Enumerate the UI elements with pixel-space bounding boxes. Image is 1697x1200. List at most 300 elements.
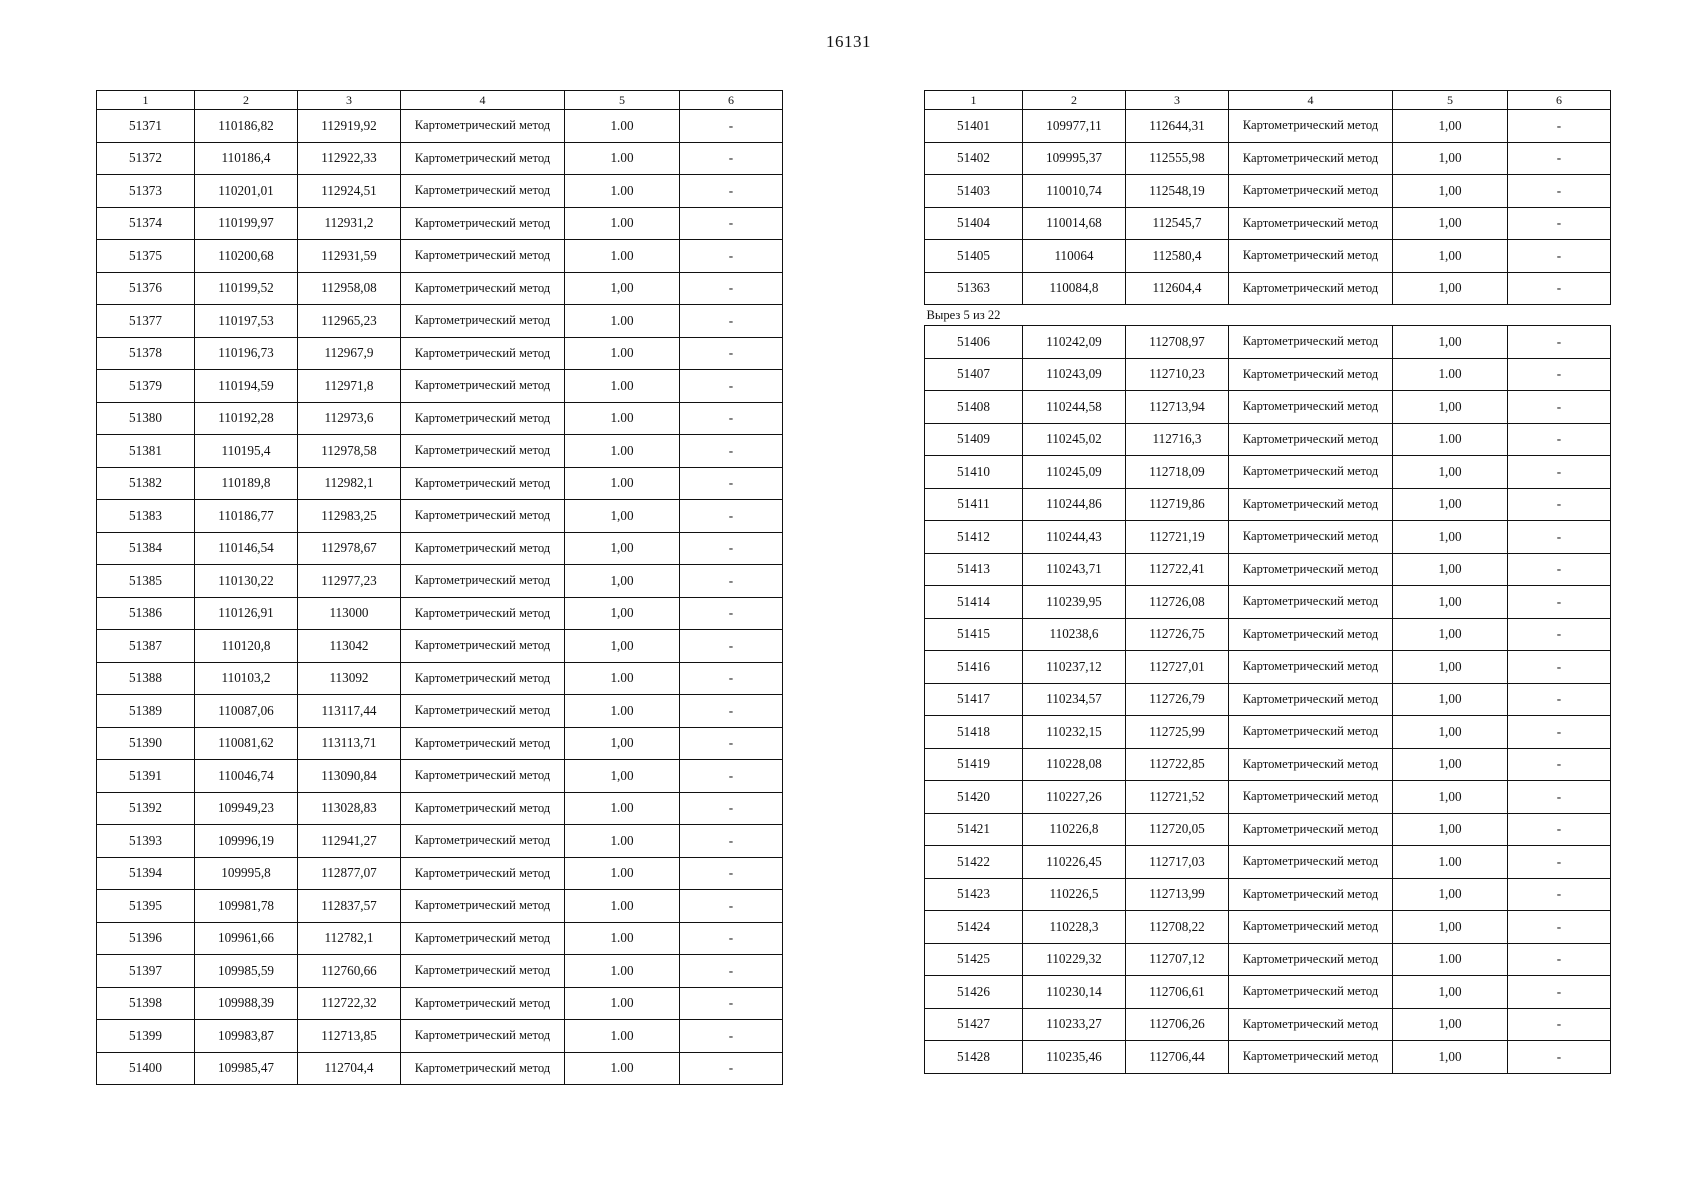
y-coordinate-cell: 112722,41 — [1126, 553, 1229, 586]
x-coordinate-cell: 110228,3 — [1023, 911, 1126, 944]
y-coordinate-cell: 113000 — [298, 597, 401, 630]
table-row — [97, 402, 783, 435]
accuracy-cell: 1.00 — [565, 110, 680, 143]
point-number-cell: 51419 — [925, 748, 1023, 781]
accuracy-cell: 1,00 — [1393, 683, 1508, 716]
x-coordinate-cell: 110195,4 — [195, 435, 298, 468]
accuracy-cell: 1,00 — [1393, 521, 1508, 554]
y-coordinate-cell: 112782,1 — [298, 922, 401, 955]
table-row — [925, 358, 1611, 391]
y-coordinate-cell: 112716,3 — [1126, 423, 1229, 456]
accuracy-cell: 1.00 — [565, 825, 680, 858]
x-coordinate-cell: 109985,47 — [195, 1052, 298, 1085]
method-cell: Картометрический метод — [401, 890, 565, 923]
note-cell: - — [680, 597, 783, 630]
y-coordinate-cell: 112941,27 — [298, 825, 401, 858]
table-row — [925, 781, 1611, 814]
method-cell: Картометрический метод — [401, 110, 565, 143]
note-cell: - — [1508, 240, 1611, 273]
y-coordinate-cell: 112726,75 — [1126, 618, 1229, 651]
table-row — [97, 1052, 783, 1085]
y-coordinate-cell: 112708,22 — [1126, 911, 1229, 944]
note-cell: - — [680, 695, 783, 728]
table-row — [925, 110, 1611, 143]
note-cell: - — [1508, 911, 1611, 944]
y-coordinate-cell: 112922,33 — [298, 142, 401, 175]
y-coordinate-cell: 113117,44 — [298, 695, 401, 728]
method-cell: Картометрический метод — [1229, 586, 1393, 619]
note-cell: - — [1508, 142, 1611, 175]
table-row — [925, 748, 1611, 781]
y-coordinate-cell: 112721,19 — [1126, 521, 1229, 554]
table-row — [97, 792, 783, 825]
point-number-cell: 51383 — [97, 500, 195, 533]
table-row — [925, 813, 1611, 846]
note-cell: - — [1508, 1041, 1611, 1074]
x-coordinate-cell: 109995,8 — [195, 857, 298, 890]
note-cell: - — [680, 305, 783, 338]
y-coordinate-cell: 112713,99 — [1126, 878, 1229, 911]
point-number-cell: 51385 — [97, 565, 195, 598]
method-cell: Картометрический метод — [401, 1052, 565, 1085]
point-number-cell: 51382 — [97, 467, 195, 500]
coordinates-table-right — [924, 90, 1611, 1074]
column-header-2: 2 — [195, 91, 298, 110]
method-cell: Картометрический метод — [1229, 358, 1393, 391]
column-header-4: 4 — [401, 91, 565, 110]
point-number-cell: 51374 — [97, 207, 195, 240]
note-cell: - — [1508, 586, 1611, 619]
note-cell: - — [1508, 748, 1611, 781]
accuracy-cell: 1.00 — [565, 142, 680, 175]
point-number-cell: 51415 — [925, 618, 1023, 651]
table-row — [925, 943, 1611, 976]
accuracy-cell: 1.00 — [565, 402, 680, 435]
table-row — [925, 1008, 1611, 1041]
method-cell: Картометрический метод — [1229, 175, 1393, 208]
method-cell: Картометрический метод — [401, 272, 565, 305]
y-coordinate-cell: 113113,71 — [298, 727, 401, 760]
table-row — [925, 391, 1611, 424]
note-cell: - — [1508, 976, 1611, 1009]
table-row — [97, 240, 783, 273]
x-coordinate-cell: 110186,4 — [195, 142, 298, 175]
accuracy-cell: 1,00 — [565, 727, 680, 760]
y-coordinate-cell: 112982,1 — [298, 467, 401, 500]
table-row — [97, 467, 783, 500]
y-coordinate-cell: 112725,99 — [1126, 716, 1229, 749]
table-row — [97, 175, 783, 208]
accuracy-cell: 1.00 — [565, 662, 680, 695]
y-coordinate-cell: 112706,44 — [1126, 1041, 1229, 1074]
method-cell: Картометрический метод — [1229, 110, 1393, 143]
note-cell: - — [680, 500, 783, 533]
point-number-cell: 51381 — [97, 435, 195, 468]
table-row — [925, 911, 1611, 944]
accuracy-cell: 1.00 — [565, 305, 680, 338]
x-coordinate-cell: 110238,6 — [1023, 618, 1126, 651]
table-row — [97, 435, 783, 468]
note-cell: - — [680, 110, 783, 143]
y-coordinate-cell: 112727,01 — [1126, 651, 1229, 684]
table-row — [925, 1041, 1611, 1074]
x-coordinate-cell: 110243,09 — [1023, 358, 1126, 391]
table-row — [925, 272, 1611, 305]
note-cell: - — [680, 240, 783, 273]
table-row — [97, 142, 783, 175]
note-cell: - — [680, 890, 783, 923]
accuracy-cell: 1.00 — [565, 337, 680, 370]
point-number-cell: 51422 — [925, 846, 1023, 879]
method-cell: Картометрический метод — [401, 142, 565, 175]
x-coordinate-cell: 110194,59 — [195, 370, 298, 403]
table-row — [97, 922, 783, 955]
method-cell: Картометрический метод — [1229, 911, 1393, 944]
method-cell: Картометрический метод — [401, 1020, 565, 1053]
method-cell: Картометрический метод — [401, 370, 565, 403]
point-number-cell: 51388 — [97, 662, 195, 695]
x-coordinate-cell: 109996,19 — [195, 825, 298, 858]
point-number-cell: 51412 — [925, 521, 1023, 554]
accuracy-cell: 1,00 — [1393, 488, 1508, 521]
point-number-cell: 51407 — [925, 358, 1023, 391]
y-coordinate-cell: 112707,12 — [1126, 943, 1229, 976]
accuracy-cell: 1,00 — [565, 272, 680, 305]
table-row — [925, 553, 1611, 586]
accuracy-cell: 1.00 — [565, 987, 680, 1020]
note-cell: - — [680, 1052, 783, 1085]
note-cell: - — [1508, 943, 1611, 976]
x-coordinate-cell: 110081,62 — [195, 727, 298, 760]
header-row — [925, 91, 1611, 110]
point-number-cell: 51399 — [97, 1020, 195, 1053]
x-coordinate-cell: 110200,68 — [195, 240, 298, 273]
method-cell: Картометрический метод — [1229, 976, 1393, 1009]
table-body — [925, 110, 1611, 1074]
method-cell: Картометрический метод — [1229, 846, 1393, 879]
note-cell: - — [680, 727, 783, 760]
accuracy-cell: 1,00 — [1393, 618, 1508, 651]
x-coordinate-cell: 110234,57 — [1023, 683, 1126, 716]
accuracy-cell: 1.00 — [565, 695, 680, 728]
column-header-1: 1 — [97, 91, 195, 110]
accuracy-cell: 1.00 — [1393, 943, 1508, 976]
x-coordinate-cell: 110239,95 — [1023, 586, 1126, 619]
point-number-cell: 51405 — [925, 240, 1023, 273]
column-header-4: 4 — [1229, 91, 1393, 110]
accuracy-cell: 1,00 — [1393, 586, 1508, 619]
point-number-cell: 51408 — [925, 391, 1023, 424]
x-coordinate-cell: 110186,82 — [195, 110, 298, 143]
table-row — [925, 586, 1611, 619]
point-number-cell: 51380 — [97, 402, 195, 435]
accuracy-cell: 1.00 — [565, 955, 680, 988]
table-row — [925, 521, 1611, 554]
point-number-cell: 51387 — [97, 630, 195, 663]
accuracy-cell: 1,00 — [1393, 272, 1508, 305]
note-cell: - — [1508, 358, 1611, 391]
table-row — [97, 532, 783, 565]
x-coordinate-cell: 110126,91 — [195, 597, 298, 630]
note-cell: - — [680, 207, 783, 240]
x-coordinate-cell: 110192,28 — [195, 402, 298, 435]
x-coordinate-cell: 110014,68 — [1023, 207, 1126, 240]
x-coordinate-cell: 110227,26 — [1023, 781, 1126, 814]
accuracy-cell: 1.00 — [565, 890, 680, 923]
note-cell: - — [1508, 488, 1611, 521]
point-number-cell: 51403 — [925, 175, 1023, 208]
method-cell: Картометрический метод — [401, 500, 565, 533]
method-cell: Картометрический метод — [1229, 651, 1393, 684]
y-coordinate-cell: 112877,07 — [298, 857, 401, 890]
table-row — [925, 716, 1611, 749]
point-number-cell: 51416 — [925, 651, 1023, 684]
point-number-cell: 51414 — [925, 586, 1023, 619]
note-cell: - — [680, 532, 783, 565]
y-coordinate-cell: 113092 — [298, 662, 401, 695]
accuracy-cell: 1,00 — [1393, 142, 1508, 175]
method-cell: Картометрический метод — [401, 922, 565, 955]
table-row — [925, 142, 1611, 175]
column-header-5: 5 — [565, 91, 680, 110]
accuracy-cell: 1,00 — [1393, 911, 1508, 944]
table-row — [97, 337, 783, 370]
y-coordinate-cell: 112555,98 — [1126, 142, 1229, 175]
x-coordinate-cell: 110244,58 — [1023, 391, 1126, 424]
method-cell: Картометрический метод — [401, 435, 565, 468]
method-cell: Картометрический метод — [401, 597, 565, 630]
point-number-cell: 51395 — [97, 890, 195, 923]
method-cell: Картометрический метод — [1229, 423, 1393, 456]
method-cell: Картометрический метод — [401, 662, 565, 695]
method-cell: Картометрический метод — [1229, 488, 1393, 521]
note-cell: - — [680, 987, 783, 1020]
table-row — [925, 326, 1611, 359]
y-coordinate-cell: 112931,2 — [298, 207, 401, 240]
x-coordinate-cell: 110244,86 — [1023, 488, 1126, 521]
accuracy-cell: 1,00 — [1393, 175, 1508, 208]
accuracy-cell: 1,00 — [565, 500, 680, 533]
accuracy-cell: 1,00 — [1393, 651, 1508, 684]
x-coordinate-cell: 110087,06 — [195, 695, 298, 728]
accuracy-cell: 1,00 — [565, 565, 680, 598]
note-cell: - — [1508, 651, 1611, 684]
x-coordinate-cell: 110226,8 — [1023, 813, 1126, 846]
method-cell: Картометрический метод — [401, 175, 565, 208]
x-coordinate-cell: 110186,77 — [195, 500, 298, 533]
note-cell: - — [1508, 813, 1611, 846]
table-row — [97, 272, 783, 305]
method-cell: Картометрический метод — [1229, 813, 1393, 846]
table-row — [925, 240, 1611, 273]
method-cell: Картометрический метод — [1229, 1041, 1393, 1074]
coordinates-table-left — [96, 90, 783, 1085]
table-row — [97, 727, 783, 760]
point-number-cell: 51401 — [925, 110, 1023, 143]
y-coordinate-cell: 112837,57 — [298, 890, 401, 923]
y-coordinate-cell: 112726,08 — [1126, 586, 1229, 619]
y-coordinate-cell: 112760,66 — [298, 955, 401, 988]
y-coordinate-cell: 112978,58 — [298, 435, 401, 468]
accuracy-cell: 1,00 — [1393, 456, 1508, 489]
table-row — [97, 207, 783, 240]
point-number-cell: 51424 — [925, 911, 1023, 944]
note-cell: - — [1508, 207, 1611, 240]
method-cell: Картометрический метод — [1229, 716, 1393, 749]
x-coordinate-cell: 110228,08 — [1023, 748, 1126, 781]
method-cell: Картометрический метод — [401, 727, 565, 760]
note-cell: - — [1508, 110, 1611, 143]
note-cell: - — [1508, 553, 1611, 586]
x-coordinate-cell: 110230,14 — [1023, 976, 1126, 1009]
point-number-cell: 51402 — [925, 142, 1023, 175]
method-cell: Картометрический метод — [1229, 391, 1393, 424]
accuracy-cell: 1,00 — [1393, 110, 1508, 143]
method-cell: Картометрический метод — [401, 792, 565, 825]
x-coordinate-cell: 110245,09 — [1023, 456, 1126, 489]
x-coordinate-cell: 109977,11 — [1023, 110, 1126, 143]
note-cell: - — [680, 630, 783, 663]
section-row — [925, 305, 1611, 326]
page-number: 16131 — [826, 32, 871, 51]
method-cell: Картометрический метод — [1229, 748, 1393, 781]
accuracy-cell: 1,00 — [1393, 781, 1508, 814]
point-number-cell: 51427 — [925, 1008, 1023, 1041]
point-number-cell: 51425 — [925, 943, 1023, 976]
x-coordinate-cell: 110226,5 — [1023, 878, 1126, 911]
point-number-cell: 51428 — [925, 1041, 1023, 1074]
note-cell: - — [1508, 272, 1611, 305]
accuracy-cell: 1.00 — [565, 922, 680, 955]
table-row — [925, 976, 1611, 1009]
note-cell: - — [680, 467, 783, 500]
y-coordinate-cell: 112644,31 — [1126, 110, 1229, 143]
column-header-3: 3 — [1126, 91, 1229, 110]
y-coordinate-cell: 112958,08 — [298, 272, 401, 305]
method-cell: Картометрический метод — [1229, 142, 1393, 175]
table-row — [97, 500, 783, 533]
accuracy-cell: 1,00 — [1393, 1008, 1508, 1041]
table-row — [97, 110, 783, 143]
note-cell: - — [1508, 878, 1611, 911]
note-cell: - — [1508, 618, 1611, 651]
note-cell: - — [1508, 716, 1611, 749]
x-coordinate-cell: 109981,78 — [195, 890, 298, 923]
table-row — [925, 651, 1611, 684]
accuracy-cell: 1.00 — [1393, 358, 1508, 391]
column-header-2: 2 — [1023, 91, 1126, 110]
y-coordinate-cell: 112719,86 — [1126, 488, 1229, 521]
table-row — [925, 683, 1611, 716]
x-coordinate-cell: 110103,2 — [195, 662, 298, 695]
y-coordinate-cell: 112924,51 — [298, 175, 401, 208]
method-cell: Картометрический метод — [1229, 207, 1393, 240]
method-cell: Картометрический метод — [401, 337, 565, 370]
x-coordinate-cell: 109949,23 — [195, 792, 298, 825]
x-coordinate-cell: 110197,53 — [195, 305, 298, 338]
y-coordinate-cell: 112548,19 — [1126, 175, 1229, 208]
note-cell: - — [1508, 683, 1611, 716]
point-number-cell: 51393 — [97, 825, 195, 858]
x-coordinate-cell: 110242,09 — [1023, 326, 1126, 359]
accuracy-cell: 1,00 — [565, 630, 680, 663]
table-row — [97, 890, 783, 923]
note-cell: - — [680, 825, 783, 858]
y-coordinate-cell: 112965,23 — [298, 305, 401, 338]
accuracy-cell: 1,00 — [1393, 813, 1508, 846]
table-row — [925, 488, 1611, 521]
x-coordinate-cell: 110196,73 — [195, 337, 298, 370]
method-cell: Картометрический метод — [1229, 326, 1393, 359]
method-cell: Картометрический метод — [1229, 272, 1393, 305]
point-number-cell: 51410 — [925, 456, 1023, 489]
accuracy-cell: 1.00 — [565, 175, 680, 208]
accuracy-cell: 1.00 — [1393, 423, 1508, 456]
method-cell: Картометрический метод — [1229, 781, 1393, 814]
note-cell: - — [1508, 391, 1611, 424]
table-row — [97, 597, 783, 630]
table-body — [97, 110, 783, 1085]
method-cell: Картометрический метод — [401, 565, 565, 598]
x-coordinate-cell: 110237,12 — [1023, 651, 1126, 684]
y-coordinate-cell: 112721,52 — [1126, 781, 1229, 814]
x-coordinate-cell: 110199,97 — [195, 207, 298, 240]
note-cell: - — [1508, 781, 1611, 814]
x-coordinate-cell: 110201,01 — [195, 175, 298, 208]
point-number-cell: 51420 — [925, 781, 1023, 814]
x-coordinate-cell: 109961,66 — [195, 922, 298, 955]
point-number-cell: 51411 — [925, 488, 1023, 521]
accuracy-cell: 1,00 — [1393, 878, 1508, 911]
x-coordinate-cell: 110199,52 — [195, 272, 298, 305]
table-row — [97, 695, 783, 728]
method-cell: Картометрический метод — [401, 955, 565, 988]
method-cell: Картометрический метод — [1229, 878, 1393, 911]
method-cell: Картометрический метод — [401, 695, 565, 728]
method-cell: Картометрический метод — [1229, 456, 1393, 489]
note-cell: - — [680, 760, 783, 793]
point-number-cell: 51386 — [97, 597, 195, 630]
y-coordinate-cell: 112977,23 — [298, 565, 401, 598]
method-cell: Картометрический метод — [401, 760, 565, 793]
x-coordinate-cell: 110130,22 — [195, 565, 298, 598]
table-row — [97, 1020, 783, 1053]
method-cell: Картометрический метод — [401, 207, 565, 240]
note-cell: - — [1508, 846, 1611, 879]
note-cell: - — [1508, 175, 1611, 208]
method-cell: Картометрический метод — [401, 630, 565, 663]
point-number-cell: 51421 — [925, 813, 1023, 846]
point-number-cell: 51394 — [97, 857, 195, 890]
note-cell: - — [680, 175, 783, 208]
table-row — [97, 305, 783, 338]
y-coordinate-cell: 112722,32 — [298, 987, 401, 1020]
x-coordinate-cell: 110244,43 — [1023, 521, 1126, 554]
point-number-cell: 51396 — [97, 922, 195, 955]
note-cell: - — [1508, 423, 1611, 456]
x-coordinate-cell: 110243,71 — [1023, 553, 1126, 586]
point-number-cell: 51372 — [97, 142, 195, 175]
y-coordinate-cell: 112604,4 — [1126, 272, 1229, 305]
table-row — [925, 207, 1611, 240]
method-cell: Картометрический метод — [401, 857, 565, 890]
note-cell: - — [680, 1020, 783, 1053]
point-number-cell: 51390 — [97, 727, 195, 760]
y-coordinate-cell: 112706,26 — [1126, 1008, 1229, 1041]
x-coordinate-cell: 110245,02 — [1023, 423, 1126, 456]
note-cell: - — [1508, 456, 1611, 489]
method-cell: Картометрический метод — [1229, 240, 1393, 273]
